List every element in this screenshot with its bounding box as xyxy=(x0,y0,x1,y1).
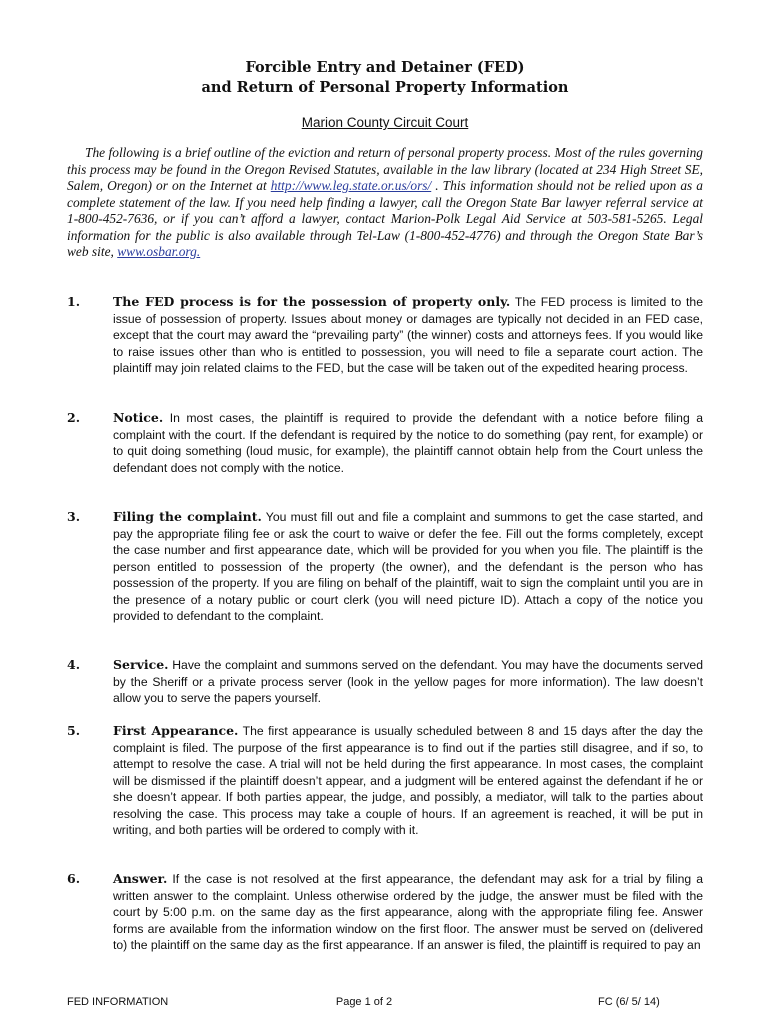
item-number: 5. xyxy=(67,723,81,738)
document-title-line2: and Return of Personal Property Information xyxy=(201,79,569,96)
court-name: Marion County Circuit Court xyxy=(301,115,469,130)
form-code: FC (6/ 5/ 14) xyxy=(598,996,660,1008)
footer-left: FED INFORMATION xyxy=(67,996,169,1008)
intro-text-before-link: The following is a brief outline of the eviction and return of personal property process. Most of the rules governing this process may be found in the Oregon Revised Statutes, available in the law library (located at 234 High Street SE, Salem, Oregon) or on the Internet at xyxy=(67,145,703,193)
item-heading: The FED process is for the possession of property only. xyxy=(113,294,511,309)
item-heading: Answer. xyxy=(113,871,168,886)
item-text: In most cases, the plaintiff is required to provide the defendant with a notice before filing a complaint with the court. If the defendant is required by the notice to do something (pay rent, for example) or to quit doing something (loud music, for example), the plaintiff cannot obtain help from the Court unless the defendant does not comply with the notice. xyxy=(113,411,703,475)
item-text: You must fill out and file a complaint and summons to get the case started, and pay the appropriate filing fee or ask the court to waive or defer the fee. Fill out the forms completely, except the case number and first appearance date, which will be provided for you when you file. The plaintiff is the person entitled to possession of the property (the owner), and the defendant is the person who has possession of the property. If you are filing on behalf of the plaintiff, wait to sign the complaint until you are in the presence of a notary public or court clerk (you will need picture ID). Attach a copy of the notice you provided to defendant to the complaint. xyxy=(113,510,703,623)
item-number: 3. xyxy=(67,509,81,524)
item-number: 2. xyxy=(67,410,81,425)
item-text: Have the complaint and summons served on the defendant. You may have the documents served by the Sheriff or a private process server (look in the yellow pages for more information). The law doesn’t allow you to serve the papers yourself. xyxy=(113,658,703,705)
list-item xyxy=(67,410,703,476)
list-item xyxy=(67,723,703,839)
intro-text-middle: . This information should not be relied upon as a complete statement of the law. If you need help finding a lawyer, call the Oregon State Bar lawyer referral service at 1-800-452-7636, or if you can’t afford a lawyer, contact Marion-Polk Legal Aid Service at 503-581-5265. Legal information for the public is also available through Tel-Law (1-800-452-4776) and through the Oregon State Bar’s web site, xyxy=(67,178,703,259)
item-text: The first appearance is usually scheduled between 8 and 15 days after the day the complaint is filed. The purpose of the first appearance is to find out if the parties still disagree, and if so, to attempt to resolve the case. A trial will not be held during the first appearance. In most cases, the complaint will be dismissed if the plaintiff doesn’t appear, and a judgment will be entered against the defendant if he or she doesn’t appear. If both parties appear, the judge, and possibly, a mediator, will talk to the parties about resolving the case. This process may take a couple of hours. If an agreement is reached, it will be put in writing, and both parties will be ordered to comply with it. xyxy=(113,724,704,837)
osbar-link[interactable]: www.osbar.org. xyxy=(117,244,201,259)
item-number: 6. xyxy=(67,871,81,886)
list-item xyxy=(67,294,703,377)
ors-link[interactable]: http://www.leg.state.or.us/ors/ xyxy=(270,178,432,193)
item-number: 4. xyxy=(67,657,81,672)
item-heading: Service. xyxy=(113,657,169,672)
page-number: Page 1 of 2 xyxy=(335,996,393,1008)
list-item xyxy=(67,871,703,954)
list-item xyxy=(67,657,703,707)
item-number: 1. xyxy=(67,294,81,309)
item-heading: Notice. xyxy=(113,410,164,425)
document-title-line1: Forcible Entry and Detainer (FED) xyxy=(245,59,525,76)
item-heading: First Appearance. xyxy=(113,723,239,738)
item-heading: Filing the complaint. xyxy=(113,509,262,524)
list-item xyxy=(67,509,703,625)
item-text: If the case is not resolved at the first appearance, the defendant may ask for a trial by filing a written answer to the complaint. Unless otherwise ordered by the judge, the answer must be filed with the court by 5:00 p.m. on the same day as the first appearance, along with the appropriate filing fee. Answer forms are available from the information window on the first floor. The answer must be served on (delivered to) the plaintiff on the same day as the first appearance. If an answer is filed, the plaintiff is required to pay an xyxy=(113,872,703,952)
intro-paragraph xyxy=(67,145,703,261)
item-text: The FED process is limited to the issue of possession of property. Issues about money or damages are typically not decided in an FED case, except that the court may award the “prevailing party” (the winner) costs and attorneys fees. If you would like to raise issues other than who is entitled to possession, you will need to file a separate court action. The plaintiff may join related claims to the FED, but the case will be taken out of the expedited hearing process. xyxy=(113,295,703,375)
